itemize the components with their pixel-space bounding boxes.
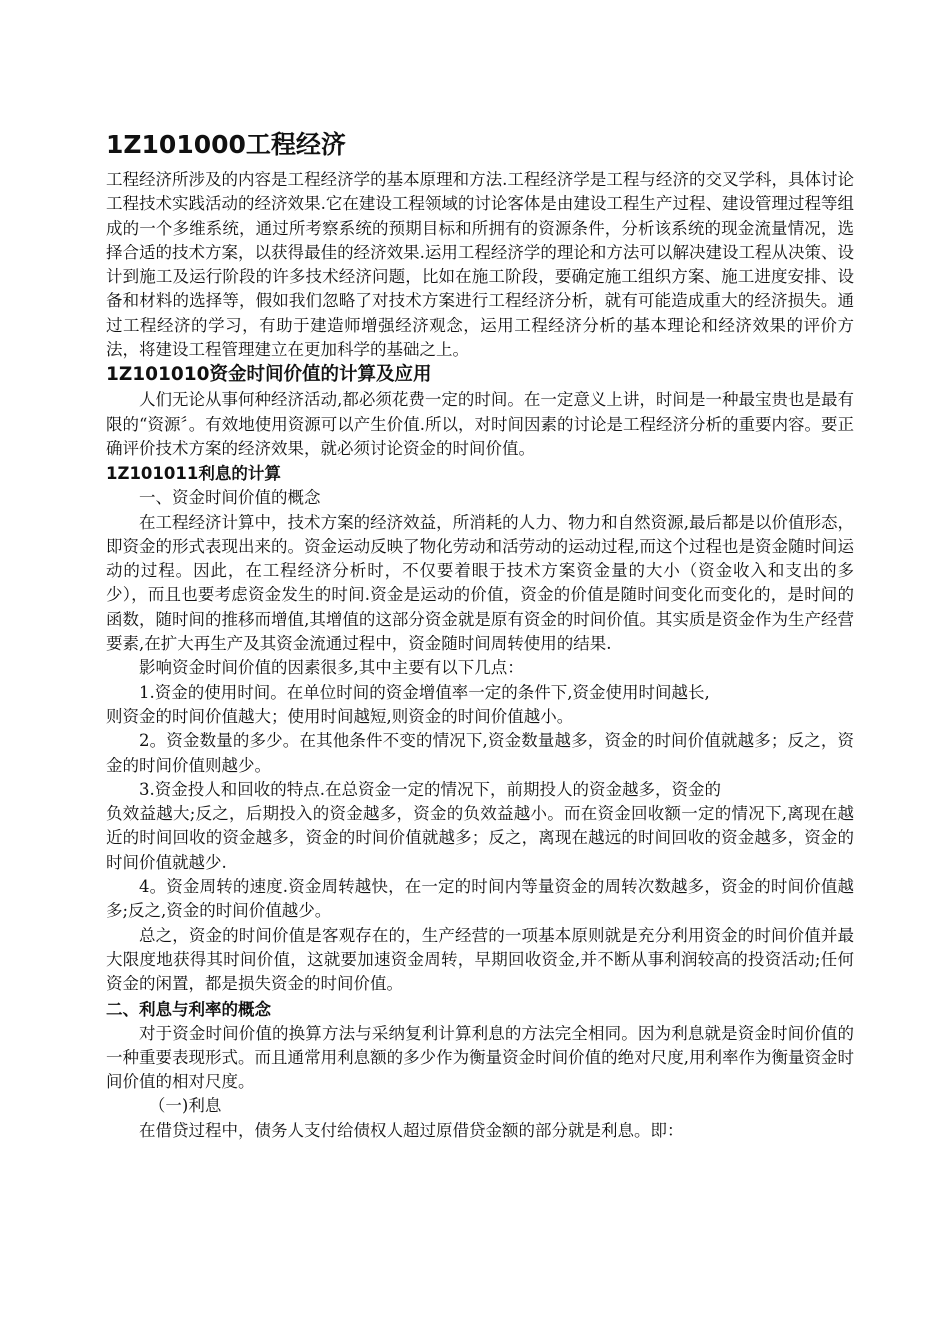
concept-paragraph: 在工程经济计算中，技术方案的经济效益，所消耗的人力、物力和自然资源,最后都是以价值形态，即资金的形式表现出来的。资金运动反映了物化劳动和活劳动的运动过程,而这个过程也是资金随时间运动的过程。因此，在工程经济分析时，不仅要着眼于技术方案资金量的大小（资金收入和支出的多少），而且也要考虑资金发生的时间.资金是运动的价值，资金的价值是随时间变化而变化的，是时间的函数，随时间的推移而增值,其增值的这部分资金就是原有资金的时间价值。其实质是资金作为生产经营要素,在扩大再生产及其资金流通过程中，资金随时间周转使用的结果. (106, 512, 854, 654)
factor-1-line-1: 1.资金的使用时间。在单位时间的资金增值率一定的条件下,资金使用时间越长, (139, 682, 710, 702)
concept-subheading: 一、资金时间价值的概念 (139, 488, 321, 508)
section-heading-1z101010: 1Z101010资金时间价值的计算及应用 (106, 364, 432, 386)
factor-2-paragraph: 2。资金数量的多少。在其他条件不变的情况下,资金数量越多，资金的时间价值就越多；反之，资金的时间价值则越少。 (106, 731, 854, 775)
section-heading-1z101011: 1Z101011利息的计算 (106, 464, 281, 484)
time-paragraph: 人们无论从事何种经济活动,都必须花费一定的时间。在一定意义上讲，时间是一种最宝贵也是最有限的“资源〞。有效地使用资源可以产生价值.所以，对时间因素的讨论是工程经济分析的重要内容。要正确评价技术方案的经济效果，就必须讨论资金的时间价值。 (106, 390, 854, 458)
factor-3-rest: 负效益越大;反之，后期投入的资金越多，资金的负效益越小。而在资金回收额一定的情况下,离现在越近的时间回收的资金越多，资金的时间价值就越多；反之，离现在越远的时间回收的资金越多，资金的时间价值就越少. (106, 804, 854, 872)
factor-3-line-1: 3.资金投人和回收的特点.在总资金一定的情况下，前期投人的资金越多，资金的 (139, 779, 721, 799)
interest-subheading: （一)利息 (148, 1096, 222, 1116)
loan-paragraph: 在借贷过程中，债务人支付给债权人超过原借贷金额的部分就是利息。即： (139, 1120, 684, 1140)
factor-1-line-2: 则资金的时间价值越大；使用时间越短,则资金的时间价值越小。 (106, 706, 574, 726)
summary-paragraph: 总之，资金的时间价值是客观存在的，生产经营的一项基本原则就是充分利用资金的时间价值并最大限度地获得其时间价值，这就要加速资金周转，早期回收资金,并不断从事利润较高的投资活动;任何资金的闲置，都是损失资金的时间价值。 (106, 925, 854, 994)
factor-3-paragraph (106, 778, 854, 875)
section-heading-interest: 二、利息与利率的概念 (106, 999, 271, 1019)
document-page (106, 126, 854, 1143)
factor-4-paragraph: 4。资金周转的速度.资金周转越快，在一定的时间内等量资金的周转次数越多，资金的时间价值越多;反之,资金的时间价值越少。 (106, 877, 854, 921)
main-heading: 1Z101000工程经济 (106, 130, 346, 159)
factors-intro: 影响资金时间价值的因素很多,其中主要有以下几点： (139, 658, 524, 678)
intro-paragraph: 工程经济所涉及的内容是工程经济学的基本原理和方法.工程经济学是工程与经济的交叉学科，具体讨论工程技术实践活动的经济效果.它在建设工程领域的讨论客体是由建设工程生产过程、建设管理过程等组成的一个多维系统，通过所考察系统的预期目标和所拥有的资源条件，分析该系统的现金流量情况，选择合适的技术方案，以获得最佳的经济效果.运用工程经济学的理论和方法可以解决建设工程从决策、设计到施工及运行阶段的许多技术经济问题，比如在施工阶段，要确定施工组织方案、施工进度安排、设备和材料的选择等，假如我们忽略了对技术方案进行工程经济分析，就有可能造成重大的经济损失。通过工程经济的学习，有助于建造师增强经济观念，运用工程经济分析的基本理论和经济效果的评价方法，将建设工程管理建立在更加科学的基础之上。 (106, 170, 854, 360)
factor-1-paragraph (106, 681, 854, 730)
interest-paragraph: 对于资金时间价值的换算方法与采纳复利计算利息的方法完全相同。因为利息就是资金时间价值的一种重要表现形式。而且通常用利息额的多少作为衡量资金时间价值的绝对尺度,用利率作为衡量资金时间价值的相对尺度。 (106, 1023, 854, 1092)
